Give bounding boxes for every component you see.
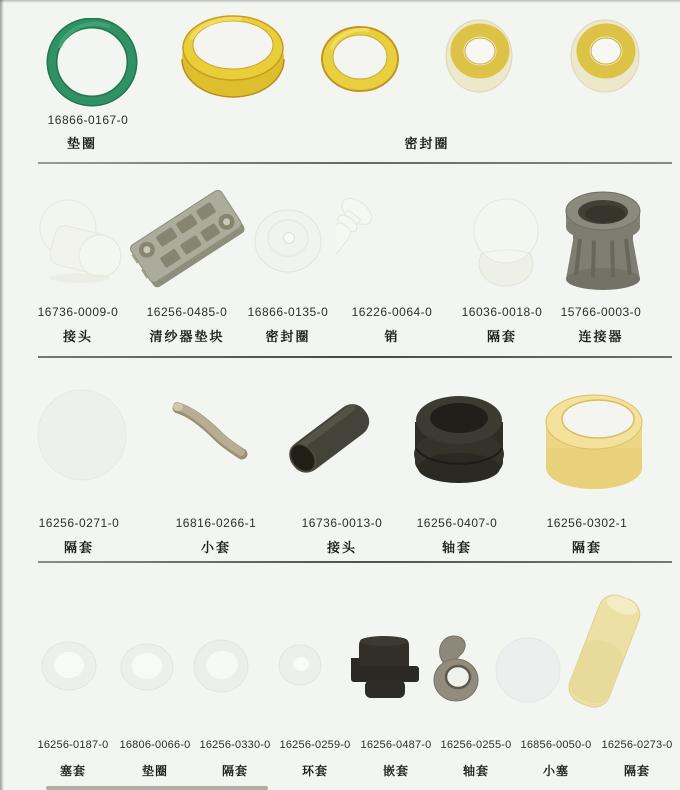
- photo-white-ring: [192, 638, 250, 694]
- part-number: 16036-0018-0: [461, 305, 543, 319]
- scan-edge-top: [0, 0, 680, 3]
- row-separator: [38, 561, 672, 563]
- photo-white-small-ring: [276, 642, 324, 688]
- part-name: 清纱器垫块: [149, 329, 225, 344]
- photo-black-stepped-cap: [346, 632, 424, 704]
- photo-tan-bent-tube: [166, 398, 256, 470]
- part-number: 16866-0135-0: [247, 305, 329, 319]
- part-name: 塞套: [59, 764, 86, 778]
- photo-yellow-tilted-tube: [548, 590, 656, 712]
- part-name: 隔套: [623, 764, 650, 778]
- part-number: 16856-0050-0: [520, 739, 592, 751]
- part-number: 16806-0066-0: [119, 739, 191, 751]
- photo-faint-white-disc: [36, 388, 128, 482]
- part-number: 16256-0487-0: [360, 739, 432, 751]
- part-name: 隔套: [221, 764, 248, 778]
- photo-white-spacer-ball: [468, 196, 546, 292]
- part-name: 轴套: [462, 764, 489, 778]
- part-number: 16256-0255-0: [440, 739, 512, 751]
- photo-yellow-band-ring: [180, 12, 286, 102]
- part-name: 小套: [200, 540, 231, 555]
- part-number: 16226-0064-0: [351, 305, 433, 319]
- photo-white-elbow-joint: [30, 196, 125, 288]
- photo-gray-hook-sleeve: [430, 630, 484, 704]
- part-name: 接头: [326, 540, 357, 555]
- part-name: 销: [384, 329, 400, 344]
- part-name: 嵌套: [382, 764, 409, 778]
- photo-yellow-white-donut: [444, 16, 514, 94]
- row-separator: [38, 162, 672, 164]
- part-name: 小塞: [542, 764, 569, 778]
- part-number: 16816-0266-1: [175, 516, 257, 530]
- photo-yellow-flat-ring: [320, 24, 400, 94]
- part-number: 16256-0407-0: [416, 516, 498, 530]
- part-name: 垫圈: [141, 764, 168, 778]
- part-name: 连接器: [578, 329, 624, 344]
- photo-black-round-sleeve: [412, 392, 506, 494]
- part-name: 接头: [62, 329, 93, 344]
- part-number: 16256-0187-0: [37, 739, 109, 751]
- part-number: 16256-0330-0: [199, 739, 271, 751]
- part-name: 垫圈: [66, 136, 97, 151]
- part-number: 16256-0273-0: [601, 739, 673, 751]
- photo-gray-connector: [556, 185, 654, 299]
- part-number: 16256-0259-0: [279, 739, 351, 751]
- part-number: 16866-0167-0: [47, 113, 129, 127]
- scan-edge-left: [0, 0, 4, 790]
- photo-gray-slotted-block: [122, 182, 252, 294]
- photo-white-ring: [40, 640, 98, 692]
- scan-edge-bottom: [46, 786, 268, 790]
- photo-yellow-cylinder-ring: [542, 386, 646, 498]
- photo-yellow-white-donut: [568, 16, 642, 94]
- photo-dark-tilted-cylinder: [282, 398, 374, 482]
- part-number: 16256-0302-1: [546, 516, 628, 530]
- part-number: 16736-0013-0: [301, 516, 383, 530]
- part-number: 15766-0003-0: [560, 305, 642, 319]
- group-part-name: 密封圈: [404, 136, 450, 151]
- part-number: 16256-0485-0: [146, 305, 228, 319]
- part-number: 16256-0271-0: [38, 516, 120, 530]
- photo-white-ring: [118, 642, 176, 692]
- part-name: 环套: [301, 764, 328, 778]
- part-name: 隔套: [571, 540, 602, 555]
- part-name: 密封圈: [265, 329, 311, 344]
- photo-white-seal-disc: [252, 208, 324, 276]
- photo-white-pin: [336, 190, 441, 288]
- part-number: 16736-0009-0: [37, 305, 119, 319]
- row-separator: [38, 356, 672, 358]
- part-name: 隔套: [486, 329, 517, 344]
- part-name: 轴套: [441, 540, 472, 555]
- photo-green-o-ring: [46, 18, 138, 108]
- part-name: 隔套: [63, 540, 94, 555]
